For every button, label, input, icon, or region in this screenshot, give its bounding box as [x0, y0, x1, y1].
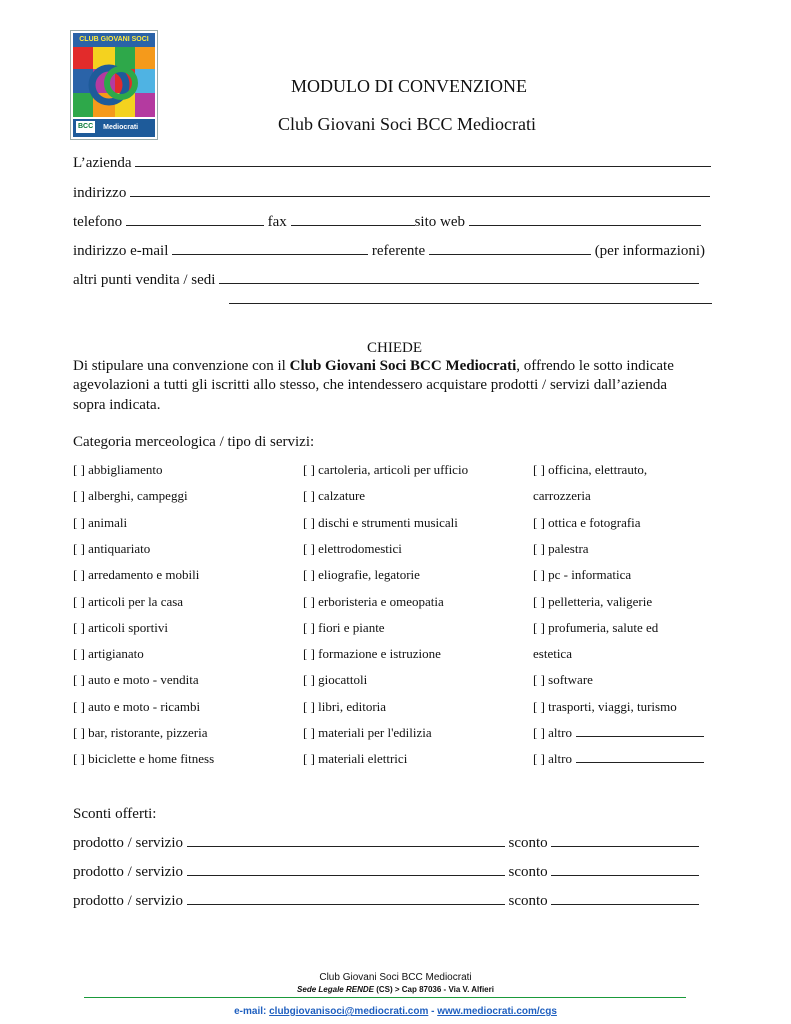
category-item[interactable] [303, 646, 441, 662]
category-label: [ ] auto e moto - ricambi [73, 698, 201, 714]
category-label: [ ] bar, ristorante, pizzeria [73, 725, 208, 740]
category-item[interactable] [533, 462, 647, 478]
category-item[interactable] [533, 488, 591, 504]
field-altri-label: altri punti vendita / sedi [73, 272, 216, 288]
category-item[interactable] [533, 594, 652, 610]
field-telefono-label: telefono [73, 214, 123, 230]
category-label: [ ] materiali elettrici [303, 751, 408, 767]
category-label: [ ] articoli per la casa [73, 593, 184, 609]
logo-band: CLUB GIOVANI SOCI [73, 33, 155, 47]
category-label: [ ] artigianato [73, 646, 144, 662]
discount-sconto-blank[interactable] [551, 834, 699, 847]
field-referente-label: referente [371, 243, 426, 259]
discount-product-blank[interactable] [187, 863, 505, 876]
request-paragraph-line3: sopra indicata. [73, 397, 161, 413]
category-label: [ ] arredamento e mobili [73, 567, 200, 583]
category-item[interactable] [303, 515, 458, 531]
field-indirizzo-label: indirizzo [73, 185, 127, 201]
discount-row [73, 834, 699, 852]
category-label: carrozzeria [533, 488, 591, 504]
request-text-pre: Di stipulare una convenzione con il [73, 358, 290, 374]
field-per-info: (per informazioni) [594, 243, 706, 259]
footer-address [0, 985, 791, 994]
field-referente-blank[interactable] [429, 242, 591, 255]
category-label: [ ] officina, elettrauto, [533, 462, 648, 477]
field-fax-label: fax [267, 214, 287, 230]
category-item[interactable] [73, 725, 207, 741]
footer-address-rest: (CS) > Cap 87036 - Via V. Alfieri [373, 985, 494, 994]
altro-blank[interactable] [576, 752, 704, 763]
category-label: [ ] ottica e fotografia [533, 514, 641, 530]
request-paragraph-line2: agevolazioni a tutti gli iscritti allo stesso, che intendessero acquistare prodotti / servizi dall’azienda [73, 377, 667, 393]
category-item[interactable] [303, 699, 386, 715]
discount-row [73, 892, 699, 910]
category-item[interactable] [533, 751, 704, 767]
category-label: [ ] pelletteria, valigerie [533, 593, 653, 609]
category-item[interactable] [533, 725, 704, 741]
category-item[interactable] [533, 646, 572, 662]
footer-sede: Sede Legale RENDE [297, 985, 374, 994]
footer-email-label: e-mail: [234, 1006, 270, 1017]
category-item[interactable] [73, 488, 188, 504]
category-item[interactable] [533, 515, 641, 531]
discount-sconto-blank[interactable] [551, 863, 699, 876]
category-label: [ ] profumeria, salute ed [533, 619, 659, 635]
category-item[interactable] [533, 541, 589, 557]
field-fax-blank[interactable] [291, 213, 415, 226]
category-item[interactable] [73, 699, 200, 715]
category-item[interactable] [73, 515, 127, 531]
field-altri-blank-2[interactable] [229, 303, 712, 304]
page-title: MODULO DI CONVENZIONE [291, 76, 527, 96]
discount-sconto-blank[interactable] [551, 892, 699, 905]
logo-mediocrati-text: Mediocrati [103, 124, 139, 131]
page-subtitle: Club Giovani Soci BCC Mediocrati [278, 114, 536, 134]
category-item[interactable] [533, 567, 631, 583]
footer-org: Club Giovani Soci BCC Mediocrati [319, 972, 472, 983]
category-item[interactable] [73, 751, 214, 767]
discount-sconto-label: sconto [508, 835, 548, 851]
field-azienda-blank[interactable] [135, 154, 711, 167]
category-label: [ ] calzature [303, 488, 366, 504]
category-label: [ ] giocattoli [303, 672, 368, 688]
footer-web-link[interactable]: www.mediocrati.com/cgs [437, 1006, 557, 1017]
footer-contacts [0, 1006, 791, 1017]
field-azienda [73, 154, 711, 172]
category-label: [ ] fiori e piante [303, 619, 385, 635]
field-telefono-blank[interactable] [126, 213, 264, 226]
discount-product-label: prodotto / servizio [73, 864, 183, 880]
logo-bank-strip [73, 119, 155, 137]
categoria-heading: Categoria merceologica / tipo di servizi: [73, 434, 315, 450]
category-item[interactable] [533, 672, 593, 688]
category-label: [ ] libri, editoria [303, 698, 387, 714]
club-logo [70, 30, 158, 140]
discount-product-blank[interactable] [187, 834, 505, 847]
field-altri-blank[interactable] [219, 271, 699, 284]
request-paragraph-line1 [73, 358, 674, 375]
discount-row [73, 863, 699, 881]
request-text-post: , offrendo le sotto indicate [516, 358, 674, 374]
category-item[interactable] [303, 462, 468, 478]
category-label: [ ] software [533, 672, 593, 688]
category-item[interactable] [303, 594, 444, 610]
category-label: [ ] altro [533, 751, 572, 767]
field-sito-label: sito web [414, 214, 465, 230]
discount-sconto-label: sconto [508, 864, 548, 880]
category-label: [ ] pc - informatica [533, 567, 632, 583]
logo-bcc-text: BCC [76, 121, 95, 133]
category-label: [ ] biciclette e home fitness [73, 751, 215, 767]
category-label: [ ] articoli sportivi [73, 619, 168, 635]
field-azienda-label: L’azienda [73, 155, 132, 171]
category-item[interactable] [303, 567, 420, 583]
category-label: [ ] eliografie, legatorie [303, 567, 420, 583]
category-item[interactable] [303, 541, 402, 557]
sconti-heading: Sconti offerti: [73, 806, 157, 822]
discount-product-label: prodotto / servizio [73, 893, 183, 909]
footer-divider [84, 997, 686, 998]
category-label: [ ] elettrodomestici [303, 540, 402, 556]
category-item[interactable] [303, 620, 385, 636]
discount-product-blank[interactable] [187, 892, 505, 905]
category-label: [ ] altro [533, 725, 572, 740]
field-contacts [73, 213, 701, 231]
footer-sep: - [428, 1006, 438, 1017]
category-item[interactable] [533, 620, 658, 636]
category-item[interactable] [73, 672, 199, 688]
category-label: [ ] abbigliamento [73, 462, 163, 477]
category-item[interactable] [303, 751, 407, 767]
field-indirizzo [73, 184, 710, 202]
field-email-blank[interactable] [172, 242, 368, 255]
discount-sconto-label: sconto [508, 893, 548, 909]
field-email-label: indirizzo e-mail [73, 243, 169, 259]
category-label: [ ] cartoleria, articoli per ufficio [303, 462, 469, 477]
category-label: estetica [533, 646, 572, 662]
category-label: [ ] palestra [533, 540, 589, 556]
category-label: [ ] formazione e istruzione [303, 646, 441, 662]
category-item[interactable] [73, 541, 150, 557]
category-label: [ ] auto e moto - vendita [73, 672, 199, 688]
field-indirizzo-blank[interactable] [130, 184, 710, 197]
category-item[interactable] [533, 699, 677, 715]
category-item[interactable] [73, 462, 163, 478]
category-item[interactable] [73, 594, 183, 610]
category-item[interactable] [73, 620, 168, 636]
category-label: [ ] alberghi, campeggi [73, 488, 188, 504]
request-text-bold: Club Giovani Soci BCC Mediocrati [289, 358, 517, 374]
logo-graphic [73, 33, 155, 117]
category-label: [ ] materiali per l'edilizia [303, 725, 432, 740]
category-label: [ ] dischi e strumenti musicali [303, 514, 458, 530]
category-item[interactable] [73, 567, 199, 583]
category-label: [ ] antiquariato [73, 540, 151, 556]
altro-blank[interactable] [576, 726, 704, 737]
category-item[interactable] [73, 646, 144, 662]
category-item[interactable] [303, 672, 367, 688]
chiede-heading: CHIEDE [367, 340, 422, 356]
category-item[interactable] [303, 488, 365, 504]
field-sito-blank[interactable] [469, 213, 701, 226]
field-altri [73, 271, 699, 289]
field-email-row [73, 242, 705, 260]
footer-email-link[interactable]: clubgiovanisoci@mediocrati.com [269, 1006, 429, 1017]
category-label: [ ] erboristeria e omeopatia [303, 593, 444, 609]
category-label: [ ] trasporti, viaggi, turismo [533, 698, 677, 714]
category-label: [ ] animali [73, 514, 128, 530]
category-item[interactable] [303, 725, 432, 741]
discount-product-label: prodotto / servizio [73, 835, 183, 851]
